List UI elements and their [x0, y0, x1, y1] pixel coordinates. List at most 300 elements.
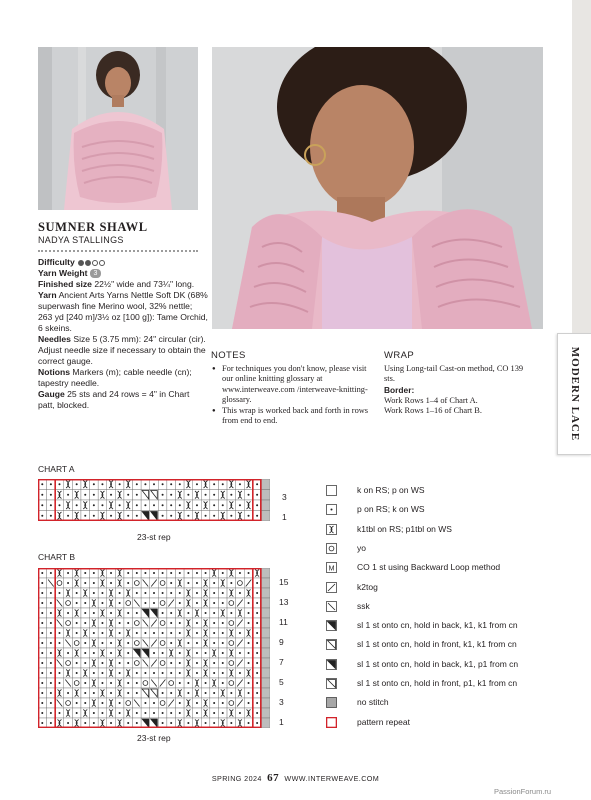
purl-stitch: [84, 612, 86, 614]
chart-cell: [227, 479, 236, 490]
purl-stitch: [213, 622, 215, 624]
purl-stitch: [196, 504, 198, 506]
chart-cell: [158, 578, 167, 588]
difficulty-dot: [99, 260, 105, 266]
purl-stitch: [76, 592, 78, 594]
purl-stitch: [213, 642, 215, 644]
chart-cell: [261, 628, 270, 638]
chart-cell: [244, 500, 253, 511]
cable-front-k1-icon: [326, 639, 337, 650]
purl-stitch: [179, 504, 181, 506]
purl-stitch: [93, 652, 95, 654]
chart-cell: [227, 698, 236, 708]
chart-cell: [201, 708, 210, 718]
purl-stitch: [50, 483, 52, 485]
chart-b-row-number: 7: [279, 657, 284, 667]
chart-cell: [115, 638, 124, 648]
chart-cell: [64, 598, 73, 608]
purl-stitch: [222, 572, 224, 574]
chart-cell: [261, 618, 270, 628]
chart-cell: [261, 648, 270, 658]
purl-stitch: [119, 483, 121, 485]
chart-b-row-number: 13: [279, 597, 289, 607]
gauge-line: [38, 389, 208, 411]
chart-cell: [227, 568, 236, 578]
chart-cell: [201, 500, 210, 511]
purl-stitch: [76, 622, 78, 624]
chart-cell: [72, 718, 81, 728]
purl-stitch: [196, 622, 198, 624]
chart-cell: [72, 578, 81, 588]
purl-stitch: [213, 494, 215, 496]
purl-stitch: [222, 652, 224, 654]
purl-stitch: [41, 632, 43, 634]
chart-cell: [133, 578, 142, 588]
needles-line: [38, 334, 208, 367]
chart-cell: [201, 668, 210, 678]
chart-cell: [107, 588, 116, 598]
purl-stitch: [170, 582, 172, 584]
chart-cell: [227, 708, 236, 718]
chart-cell: [98, 511, 107, 522]
pattern-title: SUMNER SHAWL: [38, 220, 148, 234]
purl-stitch: [256, 622, 258, 624]
purl-stitch: [144, 592, 146, 594]
chart-cell: [236, 688, 245, 698]
purl-stitch: [93, 712, 95, 714]
purl-stitch: [58, 504, 60, 506]
purl-stitch: [222, 622, 224, 624]
purl-stitch: [205, 722, 207, 724]
purl-stitch: [153, 602, 155, 604]
purl-stitch: [187, 682, 189, 684]
chart-cell: [244, 628, 253, 638]
purl-stitch: [248, 702, 250, 704]
chart-cell: [72, 688, 81, 698]
purl-stitch: [110, 652, 112, 654]
chart-cell: [72, 490, 81, 501]
purl-stitch: [76, 632, 78, 634]
purl-stitch: [196, 712, 198, 714]
chart-cell: [210, 648, 219, 658]
chart-cell: [72, 511, 81, 522]
purl-stitch: [50, 504, 52, 506]
purl-stitch: [84, 722, 86, 724]
chart-cell: [201, 658, 210, 668]
chart-cell: [115, 511, 124, 522]
chart-cell: [124, 500, 133, 511]
purl-stitch: [50, 612, 52, 614]
purl-stitch: [162, 612, 164, 614]
twisted-stitch-icon: [326, 524, 337, 535]
purl-stitch: [256, 652, 258, 654]
chart-cell: [124, 708, 133, 718]
chart-cell: [98, 568, 107, 578]
chart-cell: [55, 568, 64, 578]
chart-cell: [98, 578, 107, 588]
chart-cell: [193, 678, 202, 688]
chart-cell: [115, 678, 124, 688]
chart-cell: [175, 490, 184, 501]
purl-stitch: [196, 572, 198, 574]
purl-stitch: [84, 692, 86, 694]
purl-stitch: [136, 672, 138, 674]
chart-cell: [133, 658, 142, 668]
chart-cell: [236, 490, 245, 501]
border-step: Work Rows 1–16 of Chart B.: [384, 406, 482, 416]
purl-stitch: [76, 712, 78, 714]
purl-stitch: [170, 662, 172, 664]
legend-label: yo: [357, 542, 366, 553]
purl-stitch: [230, 515, 232, 517]
chart-b-row-number: 1: [279, 717, 284, 727]
purl-stitch: [67, 582, 69, 584]
chart-cell: [218, 608, 227, 618]
purl-stitch: [136, 632, 138, 634]
chart-cell: [175, 718, 184, 728]
chart-cell: [175, 688, 184, 698]
chart-cell: [124, 668, 133, 678]
chart-a-row-number: 1: [282, 512, 287, 522]
sidebar-strip: [572, 0, 591, 333]
purl-stitch: [67, 692, 69, 694]
yarn-weight-icon: 3: [90, 269, 101, 278]
chart-cell: [261, 598, 270, 608]
purl-stitch: [239, 652, 241, 654]
purl-stitch: [50, 652, 52, 654]
purl-stitch: [213, 702, 215, 704]
purl-stitch: [110, 642, 112, 644]
page-number: 67: [267, 772, 279, 784]
purl-stitch: [76, 672, 78, 674]
purl-stitch: [256, 692, 258, 694]
chart-cell: [64, 668, 73, 678]
purl-stitch: [50, 672, 52, 674]
notes-heading: NOTES: [211, 350, 246, 361]
chart-b-label: CHART B: [38, 552, 76, 562]
purl-stitch: [76, 504, 78, 506]
pattern-specs: [38, 257, 208, 411]
purl-stitch: [119, 712, 121, 714]
purl-stitch: [119, 602, 121, 604]
purl-stitch: [179, 652, 181, 654]
purl-stitch: [101, 642, 103, 644]
chart-cell: [98, 490, 107, 501]
purl-stitch: [213, 612, 215, 614]
chart-cell: [72, 568, 81, 578]
purl-stitch: [248, 722, 250, 724]
chart-cell: [236, 718, 245, 728]
chart-cell: [115, 568, 124, 578]
chart-cell: [184, 618, 193, 628]
purl-stitch: [170, 494, 172, 496]
purl-stitch: [76, 483, 78, 485]
legend-label: p on RS; k on WS: [357, 504, 425, 515]
chart-cell: [201, 618, 210, 628]
purl-stitch: [256, 582, 258, 584]
legend-label: k2tog: [357, 581, 378, 592]
purl-stitch: [119, 702, 121, 704]
purl-stitch: [84, 582, 86, 584]
chart-cell: [261, 578, 270, 588]
note-item: ● This wrap is worked back and forth in rows from end to end.: [211, 406, 376, 427]
purl-stitch: [58, 483, 60, 485]
purl-stitch: [41, 692, 43, 694]
chart-cell: [184, 588, 193, 598]
svg-text:M: M: [328, 565, 335, 573]
purl-stitch: [170, 642, 172, 644]
purl-stitch: [127, 515, 129, 517]
purl-stitch: [93, 672, 95, 674]
chart-a-label: CHART A: [38, 464, 75, 474]
chart-cell: [184, 479, 193, 490]
chart-cell: [64, 618, 73, 628]
gauge-text: 25 sts and 24 rows = 4" in Chart patt, blocked.: [38, 389, 190, 410]
chart-cell: [55, 490, 64, 501]
purl-stitch: [119, 622, 121, 624]
purl-stitch: [213, 483, 215, 485]
purl-stitch: [170, 483, 172, 485]
chart-b-repeat-label: 23-st rep: [137, 733, 171, 743]
legend-label: k1tbl on RS; p1tbl on WS: [357, 523, 452, 534]
purl-stitch: [187, 582, 189, 584]
title-divider: [38, 250, 198, 252]
purl-stitch: [162, 483, 164, 485]
ssk-icon: [326, 601, 337, 612]
purl-stitch: [230, 612, 232, 614]
chart-cell: [107, 708, 116, 718]
chart-cell: [201, 578, 210, 588]
purl-stitch: [101, 672, 103, 674]
purl-stitch: [187, 515, 189, 517]
section-tab-label: MODERN LACE: [569, 346, 581, 442]
chart-cell: [124, 698, 133, 708]
purl-stitch: [187, 494, 189, 496]
chart-cell: [218, 718, 227, 728]
chart-cell: [107, 698, 116, 708]
purl-stitch: [213, 722, 215, 724]
purl-stitch: [179, 702, 181, 704]
purl-stitch: [170, 722, 172, 724]
purl-stitch: [256, 504, 258, 506]
purl-stitch: [162, 722, 164, 724]
chart-cell: [158, 638, 167, 648]
chart-cell: [227, 628, 236, 638]
chart-cell: [55, 578, 64, 588]
chart-cell: [227, 500, 236, 511]
purl-stitch: [170, 592, 172, 594]
chart-cell: [55, 511, 64, 522]
purl-stitch: [222, 483, 224, 485]
section-tab: [557, 333, 591, 455]
purl-stitch: [144, 504, 146, 506]
purl-stitch: [205, 652, 207, 654]
purl-stitch: [110, 494, 112, 496]
chart-cell: [201, 479, 210, 490]
purl-stitch: [196, 602, 198, 604]
purl-stitch: [93, 494, 95, 496]
purl-stitch: [127, 494, 129, 496]
chart-b-row-number: 5: [279, 677, 284, 687]
chart-cell: [227, 668, 236, 678]
chart-cell: [261, 638, 270, 648]
yarn-label: Yarn: [38, 290, 57, 300]
purl-stitch: [127, 642, 129, 644]
chart-cell: [236, 511, 245, 522]
purl-stitch: [93, 572, 95, 574]
purl-stitch: [213, 672, 215, 674]
purl-stitch: [213, 692, 215, 694]
notions-text: Markers (m); cable needle (cn); tapestry needle.: [38, 367, 192, 388]
chart-cell: [167, 678, 176, 688]
chart-cell: [124, 588, 133, 598]
purl-stitch: [93, 612, 95, 614]
purl-stitch: [170, 712, 172, 714]
purl-stitch: [144, 632, 146, 634]
chart-cell: [227, 648, 236, 658]
purl-stitch: [50, 515, 52, 517]
gauge-label: Gauge: [38, 389, 65, 399]
chart-cell: [201, 588, 210, 598]
chart-cell: [64, 500, 73, 511]
dot-square-icon: [326, 504, 337, 515]
purl-stitch: [248, 662, 250, 664]
purl-stitch: [76, 602, 78, 604]
chart-cell: [227, 658, 236, 668]
purl-stitch: [41, 652, 43, 654]
chart-cell: [167, 648, 176, 658]
watermark: PassionForum.ru: [494, 787, 552, 796]
purl-stitch: [119, 592, 121, 594]
pattern-repeat-icon: [326, 717, 337, 728]
purl-stitch: [205, 692, 207, 694]
chart-cell: [261, 479, 270, 490]
chart-cell: [81, 708, 90, 718]
notions-label: Notions: [38, 367, 70, 377]
purl-stitch: [248, 572, 250, 574]
chart-cell: [261, 658, 270, 668]
purl-stitch: [179, 662, 181, 664]
chart-cell: [184, 648, 193, 658]
purl-stitch: [222, 632, 224, 634]
needles-text: Size 5 (3.75 mm): 24" circular (cir). Adjust needle size if necessary to obtain the correct gauge.: [38, 334, 206, 366]
purl-stitch: [144, 672, 146, 674]
chart-cell: [64, 698, 73, 708]
purl-stitch: [101, 712, 103, 714]
chart-cell: [115, 688, 124, 698]
purl-stitch: [41, 572, 43, 574]
purl-stitch: [58, 642, 60, 644]
purl-stitch: [179, 592, 181, 594]
purl-stitch: [41, 504, 43, 506]
purl-stitch: [196, 592, 198, 594]
chart-cell: [175, 578, 184, 588]
chart-cell: [90, 658, 99, 668]
purl-stitch: [119, 672, 121, 674]
chart-cell: [201, 698, 210, 708]
purl-stitch: [153, 572, 155, 574]
purl-stitch: [50, 494, 52, 496]
chart-cell: [193, 511, 202, 522]
purl-stitch: [50, 632, 52, 634]
purl-stitch: [196, 632, 198, 634]
purl-stitch: [144, 702, 146, 704]
chart-cell: [107, 598, 116, 608]
chart-cell: [175, 511, 184, 522]
purl-stitch: [127, 692, 129, 694]
chart-cell: [98, 688, 107, 698]
cable-back-k1-icon: [326, 620, 337, 631]
purl-stitch: [136, 612, 138, 614]
purl-stitch: [136, 572, 138, 574]
purl-stitch: [110, 692, 112, 694]
wrap-instructions: [384, 364, 534, 416]
purl-stitch: [144, 712, 146, 714]
chart-cell: [184, 628, 193, 638]
chart-cell: [98, 608, 107, 618]
chart-cell: [55, 608, 64, 618]
chart-cell: [261, 688, 270, 698]
chart-cell: [218, 688, 227, 698]
purl-stitch: [84, 494, 86, 496]
chart-cell: [236, 608, 245, 618]
purl-stitch: [239, 483, 241, 485]
purl-stitch: [110, 515, 112, 517]
purl-stitch: [41, 592, 43, 594]
difficulty-dot: [85, 260, 91, 266]
purl-stitch: [162, 592, 164, 594]
purl-stitch: [248, 494, 250, 496]
purl-stitch: [41, 682, 43, 684]
purl-stitch: [119, 662, 121, 664]
chart-cell: [124, 628, 133, 638]
purl-stitch: [153, 483, 155, 485]
purl-stitch: [76, 702, 78, 704]
purl-stitch: [248, 652, 250, 654]
chart-cell: [261, 588, 270, 598]
purl-stitch: [119, 504, 121, 506]
purl-stitch: [248, 642, 250, 644]
chart-cell: [115, 648, 124, 658]
purl-stitch: [222, 682, 224, 684]
chart-cell: [107, 618, 116, 628]
purl-stitch: [58, 712, 60, 714]
chart-cell: [64, 658, 73, 668]
purl-stitch: [170, 612, 172, 614]
border-step: Work Rows 1–4 of Chart A.: [384, 395, 478, 405]
purl-stitch: [239, 632, 241, 634]
cable-back-p1-icon: [326, 659, 337, 670]
chart-cell: [261, 608, 270, 618]
purl-stitch: [58, 672, 60, 674]
chart-cell: [81, 500, 90, 511]
purl-stitch: [196, 652, 198, 654]
chart-cell: [72, 638, 81, 648]
purl-stitch: [41, 722, 43, 724]
purl-stitch: [239, 572, 241, 574]
chart-cell: [158, 698, 167, 708]
purl-stitch: [170, 632, 172, 634]
needles-label: Needles: [38, 334, 71, 344]
purl-stitch: [179, 712, 181, 714]
purl-stitch: [213, 602, 215, 604]
chart-cell: [227, 638, 236, 648]
photo-model-closeup: [212, 47, 543, 329]
purl-stitch: [248, 602, 250, 604]
purl-stitch: [256, 494, 258, 496]
purl-stitch: [93, 592, 95, 594]
legend-label: pattern repeat: [357, 716, 410, 727]
